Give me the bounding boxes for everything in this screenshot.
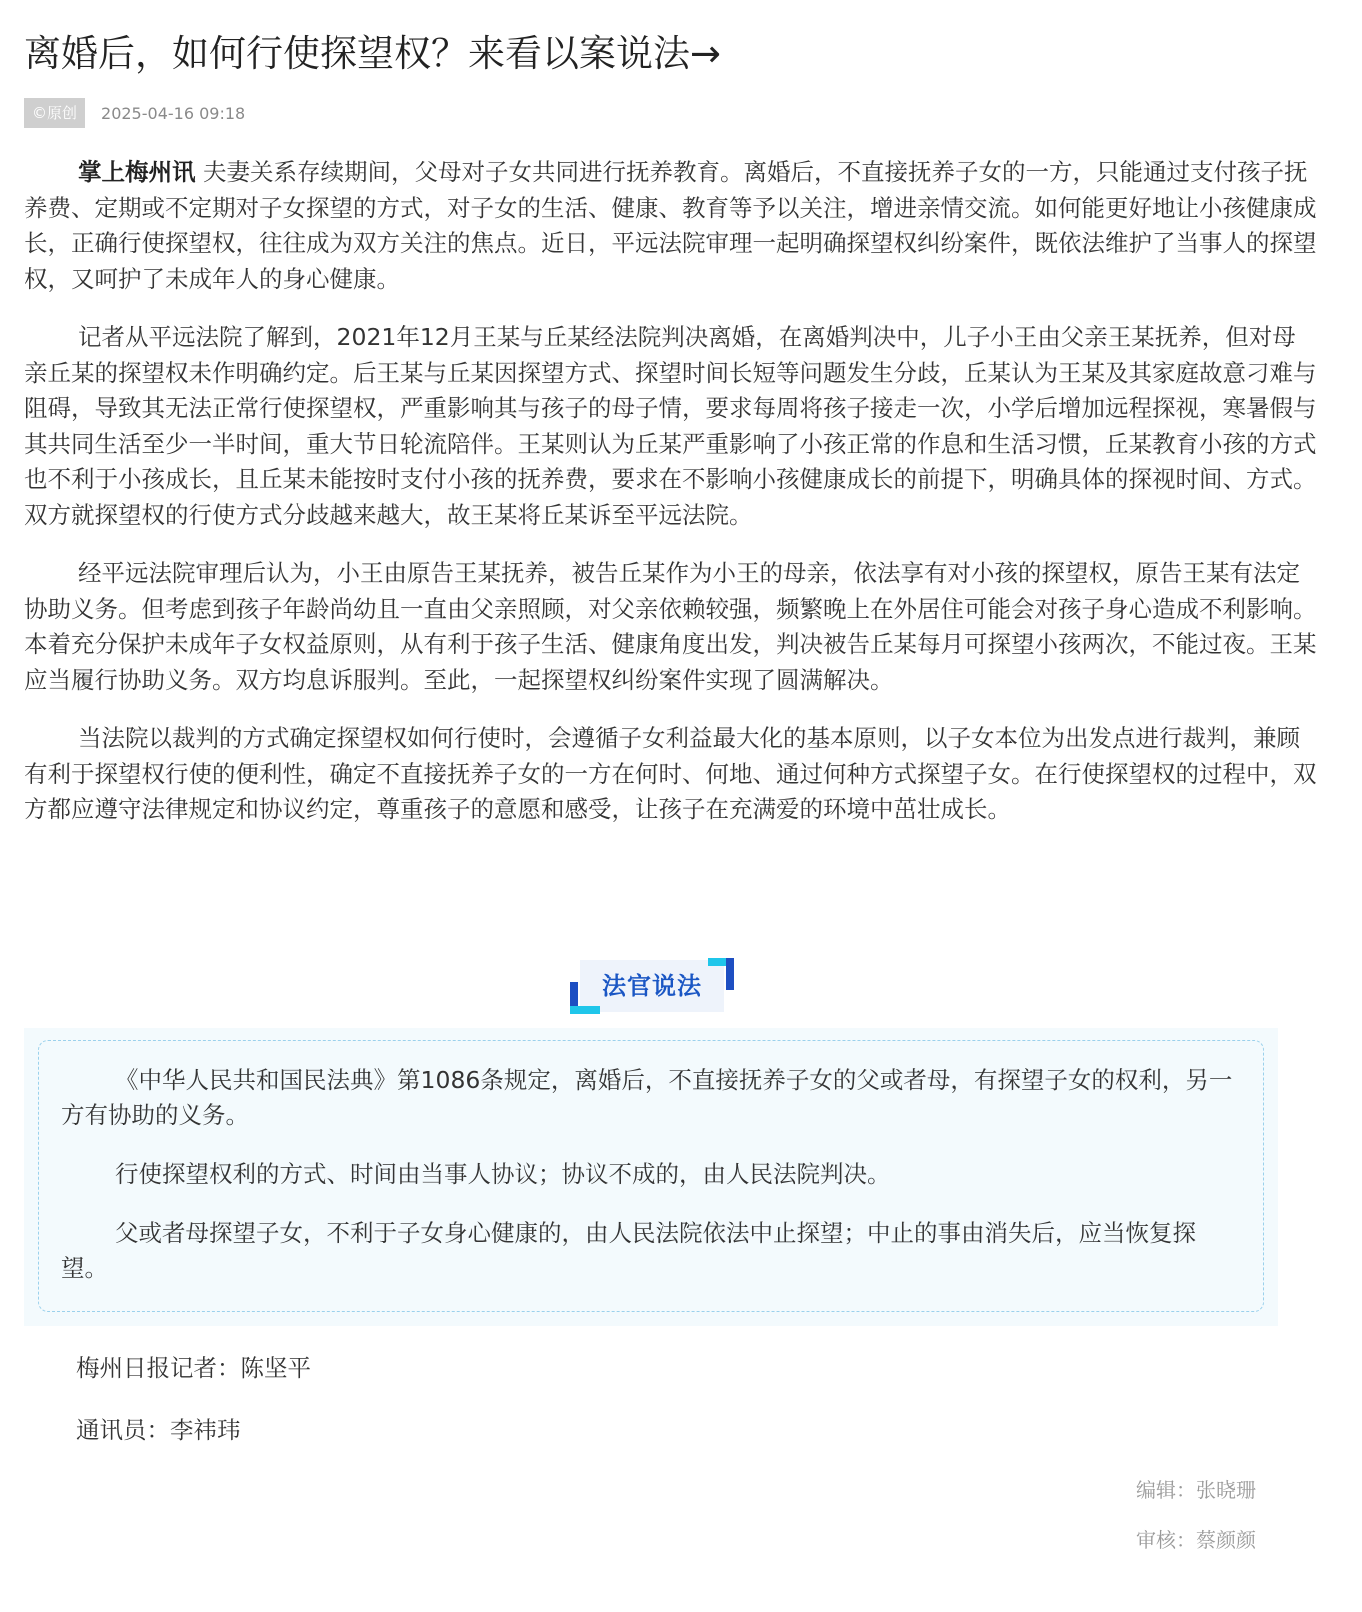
section-title: 法官说法 (602, 972, 702, 1000)
article-meta (24, 98, 245, 128)
correspondent-credit: 通讯员：李祎玮 (76, 1416, 241, 1444)
law-paragraph-3: 父或者母探望子女，不利于子女身心健康的，由人民法院依法中止探望；中止的事由消失后，应当恢复探望。 (61, 1219, 1197, 1282)
corner-decoration-top-right-v (726, 958, 734, 990)
section-heading (570, 958, 736, 1016)
publish-date: 2025-04-16 09:18 (101, 103, 246, 123)
law-paragraph-1: 《中华人民共和国民法典》第1086条规定，离婚后，不直接抚养子女的父或者母，有探望子女的权利，另一方有协助的义务。 (61, 1066, 1233, 1129)
law-paragraph-2: 行使探望权利的方式、时间由当事人协议；协议不成的，由人民法院判决。 (115, 1160, 891, 1188)
law-quote-inner (38, 1040, 1264, 1312)
paragraph-3: 经平远法院审理后认为，小王由原告王某抚养，被告丘某作为小王的母亲，依法享有对小孩的探望权，原告王某有法定协助义务。但考虑到孩子年龄尚幼且一直由父亲照顾，对父亲依赖较强，频繁晚上在外居住可能会对孩子身心造成不利影响。本着充分保护未成年子女权益原则，从有利于孩子生活、健康角度出发，判决被告丘某每月可探望小孩两次，不能过夜。王某应当履行协助义务。双方均息诉服判。至此，一起探望权纠纷案件实现了圆满解决。 (24, 559, 1317, 694)
paragraph-4: 当法院以裁判的方式确定探望权如何行使时，会遵循子女利益最大化的基本原则，以子女本位为出发点进行裁判，兼顾有利于探望权行使的便利性，确定不直接抚养子女的一方在何时、何地、通过何种方式探望子女。在行使探望权的过程中，双方都应遵守法律规定和协议约定，尊重孩子的意愿和感受，让孩子在充满爱的环境中茁壮成长。 (24, 724, 1317, 823)
article-body (24, 155, 1318, 851)
lead-source: 掌上梅州讯 (78, 158, 196, 186)
editor-credit: 编辑：张晓珊 (1136, 1478, 1256, 1502)
article-title: 离婚后，如何行使探望权？来看以案说法→ (24, 32, 722, 75)
reviewer-credit: 审核：蔡颜颜 (1136, 1528, 1256, 1552)
paragraph-1 (24, 155, 1318, 297)
reporter-credit: 梅州日报记者：陈坚平 (76, 1354, 311, 1382)
paragraph-2: 记者从平远法院了解到，2021年12月王某与丘某经法院判决离婚，在离婚判决中，儿子小王由父亲王某抚养，但对母亲丘某的探望权未作明确约定。后王某与丘某因探望方式、探望时间长短等问题发生分歧，丘某认为王某及其家庭故意刁难与阻碍，导致其无法正常行使探望权，严重影响其与孩子的母子情，要求每周将孩子接走一次，小学后增加远程探视，寒暑假与其共同生活至少一半时间，重大节日轮流陪伴。王某则认为丘某严重影响了小孩正常的作息和生活习惯，丘某教育小孩的方式也不利于小孩成长，且丘某未能按时支付小孩的抚养费，要求在不影响小孩健康成长的前提下，明确具体的探视时间、方式。双方就探望权的行使方式分歧越来越大，故王某将丘某诉至平远法院。 (24, 323, 1317, 529)
paragraph-1-text: 夫妻关系存续期间，父母对子女共同进行抚养教育。离婚后，不直接抚养子女的一方，只能通过支付孩子抚养费、定期或不定期对子女探望的方式，对子女的生活、健康、教育等予以关注，增进亲情交流。如何能更好地让小孩健康成长，正确行使探望权，往往成为双方关注的焦点。近日，平远法院审理一起明确探望权纠纷案件，既依法维护了当事人的探望权，又呵护了未成年人的身心健康。 (24, 158, 1317, 293)
law-quote-box (24, 1028, 1278, 1326)
original-badge: ©原创 (24, 98, 85, 128)
